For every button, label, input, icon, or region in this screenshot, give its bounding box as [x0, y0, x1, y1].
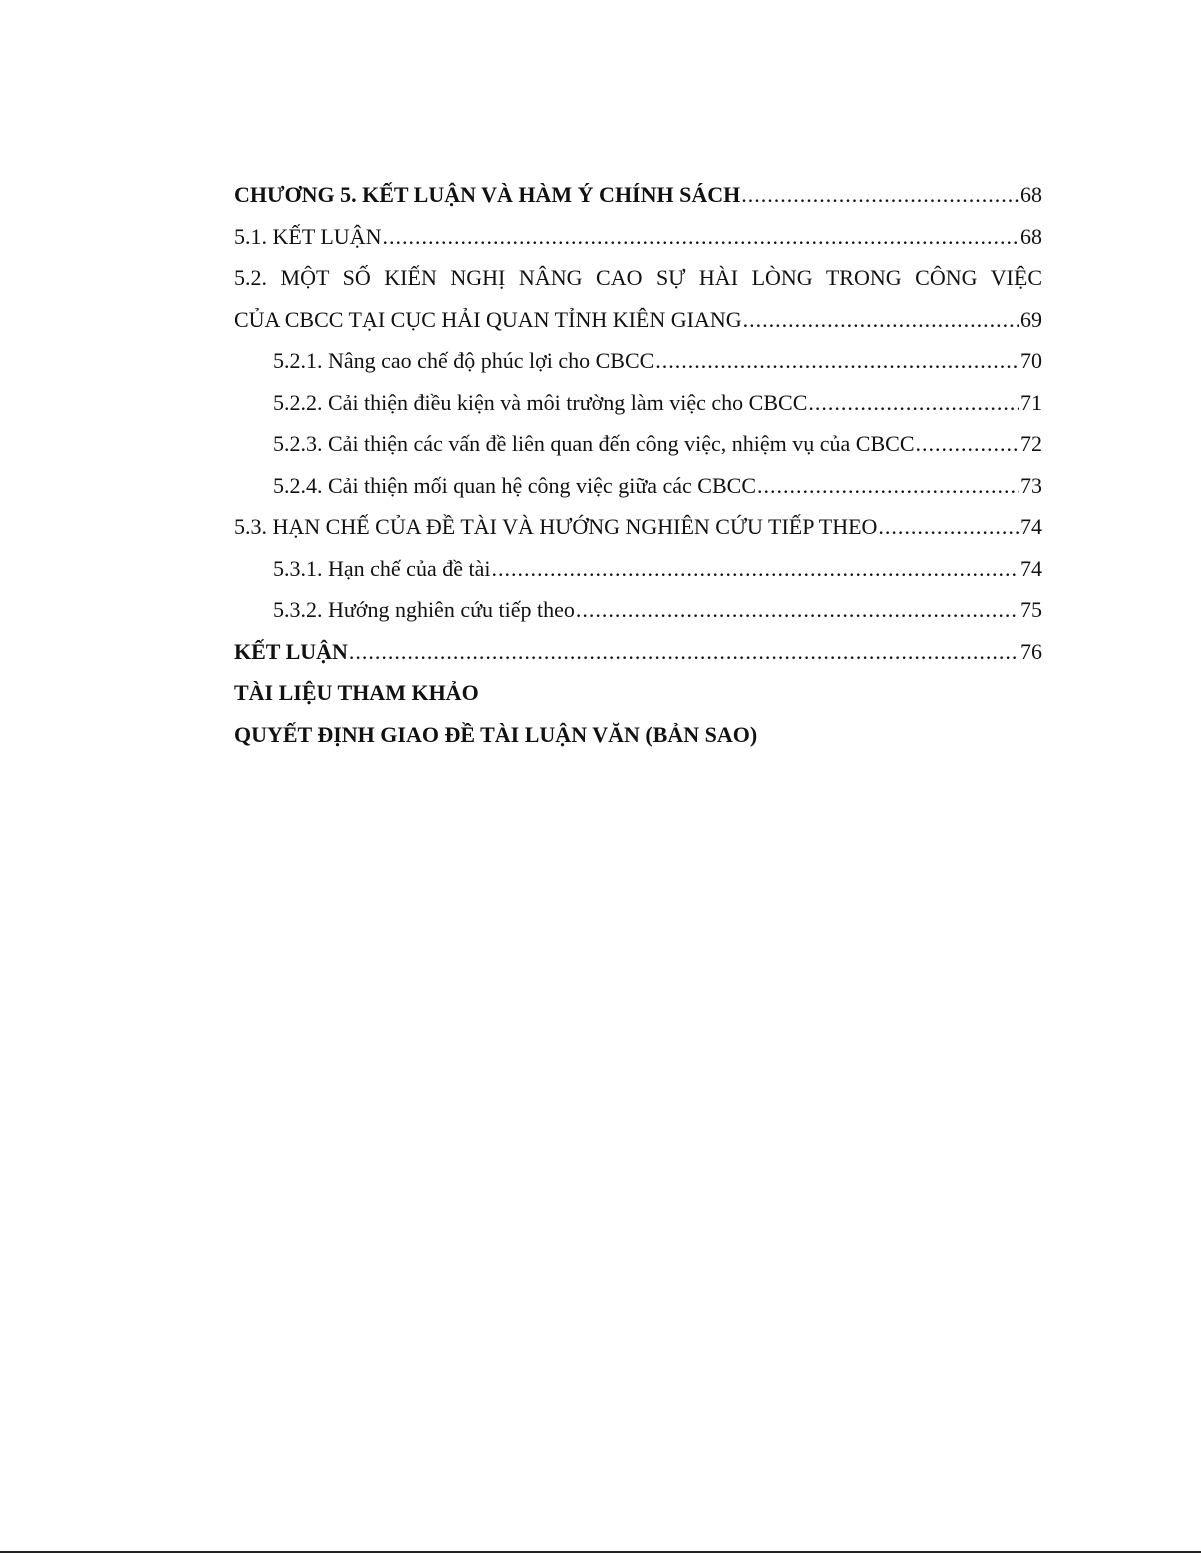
toc-entry-5-1[interactable]	[234, 216, 1042, 258]
toc-entry-title: 5.3.1. Hạn chế của đề tài	[273, 555, 491, 581]
toc-entry-page: 72	[1020, 431, 1042, 456]
dot-leader	[576, 589, 1019, 631]
toc-entry-5-2-1[interactable]	[234, 340, 1042, 382]
toc-entry-title: 5.3. HẠN CHẾ CỦA ĐỀ TÀI VÀ HƯỚNG NGHIÊN CỨU TIẾP THEO	[234, 514, 878, 539]
toc-entry-title: QUYẾT ĐỊNH GIAO ĐỀ TÀI LUẬN VĂN (BẢN SAO)	[234, 721, 758, 747]
toc-entry-5-3[interactable]	[234, 506, 1042, 548]
table-of-contents	[234, 174, 1042, 755]
toc-entry-title: TÀI LIỆU THAM KHẢO	[234, 680, 479, 705]
toc-entry-5-2-line-1[interactable]	[234, 257, 1042, 299]
toc-entry-page: 75	[1020, 597, 1042, 622]
dot-leader	[655, 340, 1019, 382]
toc-entry-references[interactable]	[234, 672, 1042, 714]
toc-entry-5-2-2[interactable]	[234, 382, 1042, 424]
toc-entry-page: 70	[1020, 348, 1042, 373]
dot-leader	[349, 631, 1019, 673]
toc-entry-page: 76	[1020, 638, 1042, 664]
page-bottom-border	[0, 1551, 1201, 1553]
toc-entry-title: CỦA CBCC TẠI CỤC HẢI QUAN TỈNH KIÊN GIANG	[234, 306, 742, 332]
dot-leader	[743, 299, 1019, 341]
dot-leader	[491, 548, 1019, 590]
toc-entry-title: 5.3.2. Hướng nghiên cứu tiếp theo	[273, 597, 575, 622]
dot-leader	[741, 174, 1019, 216]
toc-entry-title: 5.2.2. Cải thiện điều kiện và môi trường làm việc cho CBCC	[273, 389, 808, 415]
toc-entry-page: 74	[1020, 514, 1042, 539]
toc-entry-title: 5.2.1. Nâng cao chế độ phúc lợi cho CBCC	[273, 348, 655, 373]
toc-entry-5-3-1[interactable]	[234, 548, 1042, 590]
toc-entry-title: 5.2.4. Cải thiện mối quan hệ công việc giữa các CBCC	[273, 472, 756, 498]
toc-entry-title: CHƯƠNG 5. KẾT LUẬN VÀ HÀM Ý CHÍNH SÁCH	[234, 182, 741, 207]
dot-leader	[382, 216, 1019, 258]
toc-entry-page: 74	[1020, 555, 1042, 581]
toc-entry-decision[interactable]	[234, 714, 1042, 756]
dot-leader	[808, 382, 1019, 424]
toc-entry-chapter-5[interactable]	[234, 174, 1042, 216]
toc-entry-title: 5.2.3. Cải thiện các vấn đề liên quan đến công việc, nhiệm vụ của CBCC	[273, 431, 915, 456]
toc-entry-page: 68	[1020, 182, 1042, 207]
toc-entry-5-2-4[interactable]	[234, 465, 1042, 507]
toc-entry-page: 69	[1020, 306, 1042, 332]
dot-leader	[757, 465, 1019, 507]
toc-entry-title: KẾT LUẬN	[234, 638, 348, 664]
toc-entry-title: 5.2. MỘT SỐ KIẾN NGHỊ NÂNG CAO SỰ HÀI LÒNG TRONG CÔNG VIỆC	[234, 265, 1042, 290]
dot-leader	[878, 506, 1019, 548]
dot-leader	[916, 423, 1019, 465]
toc-entry-5-2-line-2[interactable]	[234, 299, 1042, 341]
toc-entry-5-2-3[interactable]	[234, 423, 1042, 465]
toc-entry-page: 68	[1020, 223, 1042, 249]
toc-entry-page: 71	[1020, 389, 1042, 415]
toc-entry-5-3-2[interactable]	[234, 589, 1042, 631]
toc-entry-page: 73	[1020, 472, 1042, 498]
toc-entry-title: 5.1. KẾT LUẬN	[234, 223, 382, 249]
toc-entry-conclusion[interactable]	[234, 631, 1042, 673]
